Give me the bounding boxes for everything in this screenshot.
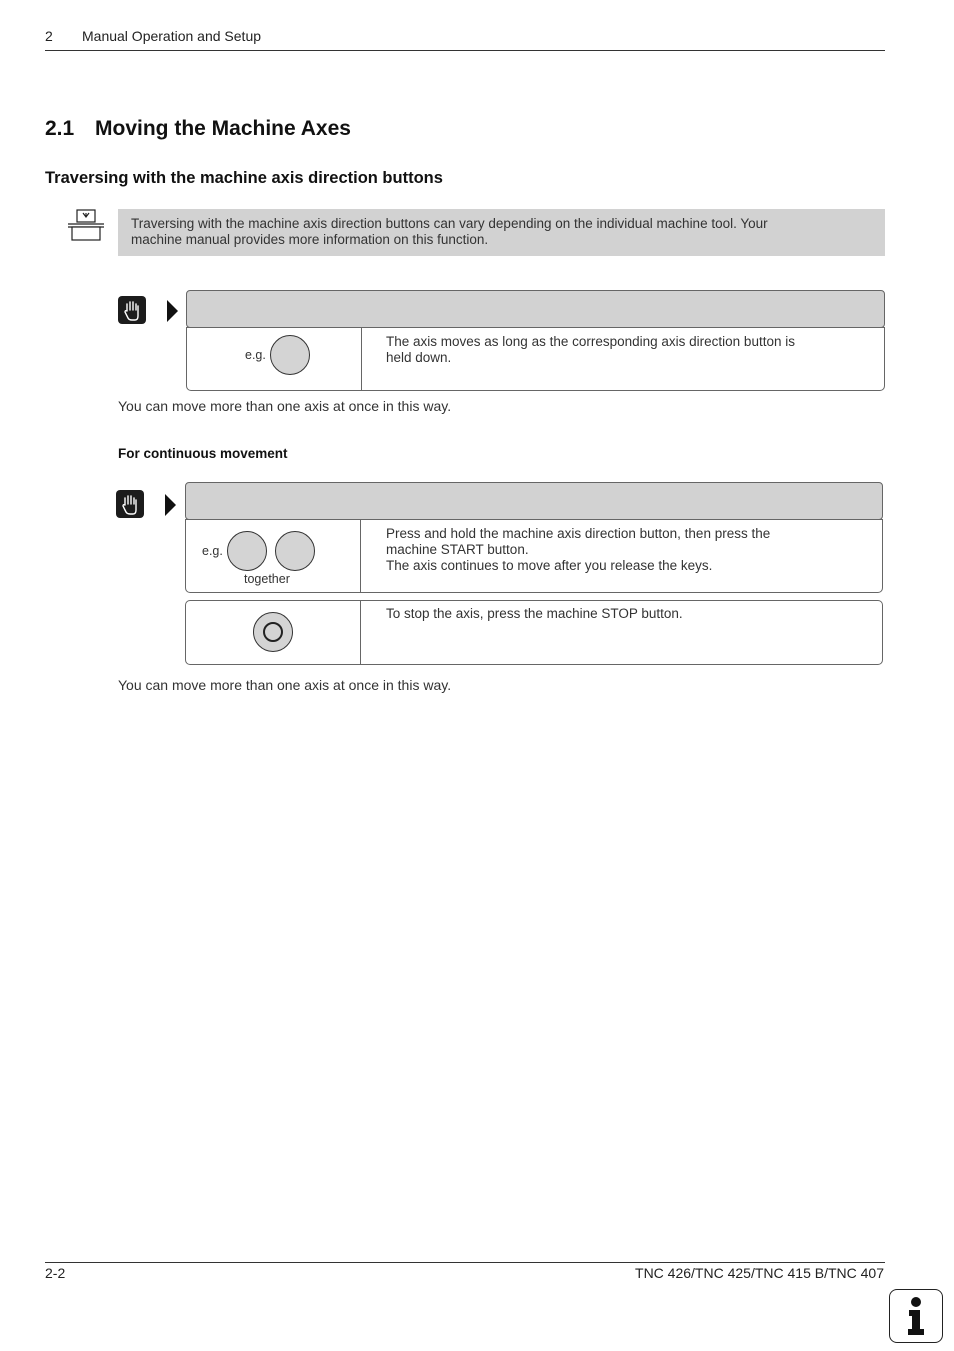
chapter-title: Manual Operation and Setup: [82, 28, 262, 44]
section-heading: [45, 117, 351, 141]
note-box: [118, 209, 885, 256]
step-description-line-2: held down.: [386, 350, 452, 365]
section-number: 2.1: [45, 117, 75, 140]
body-text: You can move more than one axis at once in this way.: [118, 677, 452, 693]
continuous-heading: For continuous movement: [118, 446, 288, 461]
column-divider: [360, 520, 361, 592]
step-description-line-3: The axis continues to move after you release the keys.: [386, 558, 713, 573]
start-key: [275, 531, 315, 571]
hand-icon: [116, 490, 144, 518]
info-icon[interactable]: [889, 1289, 943, 1343]
section-title: Moving the Machine Axes: [95, 117, 351, 140]
chapter-number: 2: [45, 28, 53, 44]
eg-label: e.g.: [202, 544, 223, 558]
subheading: Traversing with the machine axis direction buttons: [45, 169, 443, 187]
arrow-right-icon: [167, 300, 178, 322]
mode-bar: [185, 482, 883, 520]
note-line-2: machine manual provides more information on this function.: [131, 232, 489, 247]
header-rule: [45, 50, 885, 51]
step-description: [386, 334, 856, 366]
hand-icon: [118, 296, 146, 324]
note-line-1: Traversing with the machine axis direction buttons can vary depending on the individual machine tool. Your: [131, 216, 768, 231]
stop-description: To stop the axis, press the machine STOP button.: [386, 606, 683, 621]
stop-ring-icon: [263, 622, 283, 642]
mode-bar: [186, 290, 885, 328]
step-description: [386, 526, 866, 574]
footer-rule: [45, 1262, 885, 1263]
axis-direction-key: [270, 335, 310, 375]
column-divider: [361, 328, 362, 390]
step-description-line-1: Press and hold the machine axis direction button, then press the: [386, 526, 771, 541]
together-label: together: [244, 572, 290, 586]
product-name: TNC 426/TNC 425/TNC 415 B/TNC 407: [635, 1265, 884, 1281]
page-number: 2-2: [45, 1265, 66, 1281]
stop-key: [253, 612, 293, 652]
machine-note-icon: [67, 209, 105, 248]
arrow-right-icon: [165, 494, 176, 516]
eg-label: e.g.: [245, 348, 266, 362]
body-text: You can move more than one axis at once in this way.: [118, 398, 452, 414]
step-description-line-1: The axis moves as long as the corresponding axis direction button is: [386, 334, 795, 349]
column-divider: [360, 601, 361, 664]
step-description-line-2: machine START button.: [386, 542, 529, 557]
axis-direction-key: [227, 531, 267, 571]
